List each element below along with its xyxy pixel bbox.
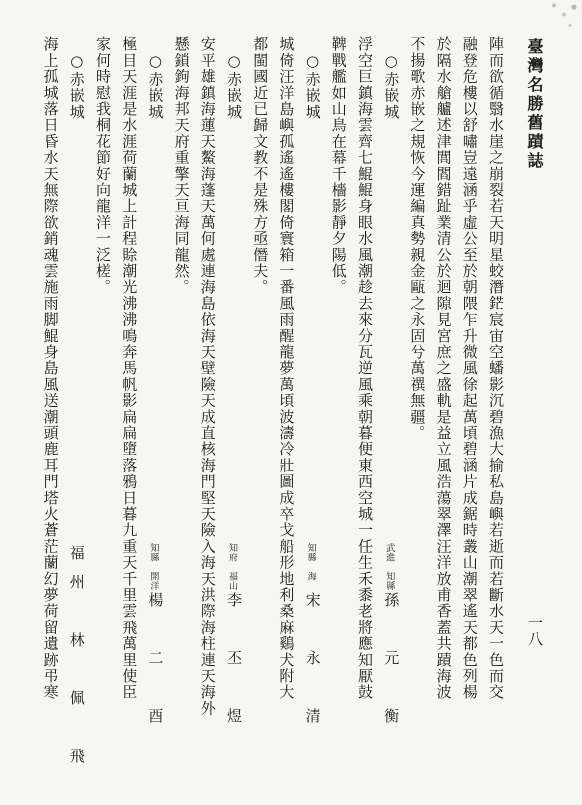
text-column: 融登危樓以舒嘯豈遠涵乎虛公至於朝隈乍升微風徐起萬頃碧涵片成鋸時叢山潮翠遙天都色列楊	[460, 36, 479, 701]
poem-heading: ○赤嵌城	[225, 52, 243, 120]
author-name: 楊 二 酉	[146, 592, 165, 737]
text-column: 安平雄鎮海蓮天鰲海蓬天萬何處連海島依海天壁險天成直核海門堅天險入海天洪際海柱連天海外	[198, 36, 217, 717]
author-name: 宋 永 清	[303, 592, 322, 737]
author-name: 福州 林 佩 飛	[67, 545, 86, 777]
text-column: 家何時慰我桐花節好向龍洋一泛槎。	[94, 36, 112, 296]
text-column: 海上孤城落日昏水天無際欲銷魂雲施雨脚鯤身島風送潮頭鹿耳門塔火蒼茫蘭幻夢荷留遺跡弔寒	[41, 36, 60, 701]
poem-heading: ○赤嵌城	[382, 52, 401, 120]
text-column: 不揚歌赤嵌之規恢今運編真勢親金甌之永固兮萬禩無疆。	[408, 36, 427, 441]
text-column: 懸鎖鉤海邦天府重擎天亘海同龍然。	[172, 36, 191, 296]
text-column: 於隔水艙艫述津閭閻錯趾業清公於迴隙見宮庶之盛軌是益立風浩蕩翠澤汪洋放甫香蓋共蹟海波	[434, 36, 453, 701]
text-column: 浮空巨鎮海雲齊七鯤鯤身眼水風潮趁去來分瓦逆風乘朝暮便東西空城一任生禾黍老將應知厭鼓	[356, 36, 374, 701]
poem-heading: ○赤嵌城	[146, 52, 165, 120]
poem-heading: ○赤嵌城	[303, 52, 322, 120]
author-name: 李 丕 煜	[225, 592, 243, 737]
author-note: 武進 知縣	[384, 543, 395, 591]
author-name: 孫 元 衡	[382, 592, 401, 737]
text-column: 極目天涯是水涯荷蘭城上計程賒潮光沸沸鳴奔馬帆影扁扁墮落鴉日暮九重天千里雲飛萬里使臣	[120, 36, 139, 701]
author-note: 知府 福山	[227, 543, 237, 591]
text-column: 城倚汪洋島嶼孤遙遙樓閣倚寰箱一番風雨醒龍夢萬頃波濤冷壯圖成卒戈船形地利桑麻鷄犬附大	[277, 36, 296, 701]
page-number: 一八	[526, 615, 544, 647]
text-column: 鞞戰艦如山鳥在幕千檣影靜夕陽低。	[329, 36, 348, 296]
author-note: 知縣 開洋	[148, 543, 159, 591]
poem-heading: ○赤嵌城	[67, 52, 86, 120]
book-title: 臺灣名勝舊蹟誌	[525, 38, 544, 171]
author-note: 知縣 海	[305, 543, 316, 581]
text-column: 陣而欲循翳水崖之崩裂若天明星蛟潛鋩宸宙空蟠影沉碧漁大揄私島嶼若逝而若斷水天一色而交	[487, 36, 505, 701]
text-column: 都閩國近已歸文教不是殊方亟僭夫。	[251, 36, 270, 296]
corner-stamp-mark	[542, 0, 582, 36]
